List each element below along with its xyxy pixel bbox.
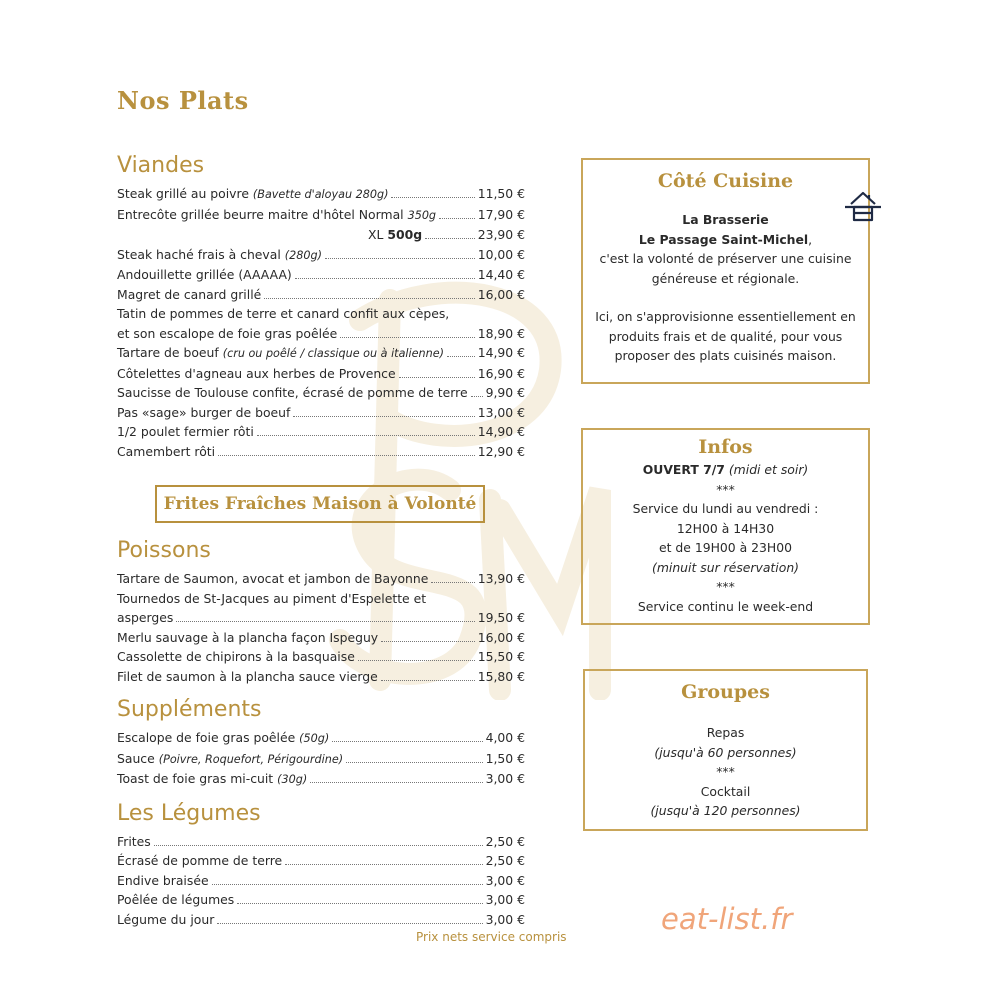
- menu-item-name: [117, 851, 282, 871]
- section-title-legumes: Les Légumes: [117, 800, 261, 826]
- infos-line: Service continu le week-end: [637, 598, 814, 614]
- menu-item-name: [117, 890, 234, 910]
- dot-leader: [439, 218, 475, 219]
- infos-line: 12H00 à 14H30: [676, 520, 775, 536]
- menu-item: [117, 285, 525, 305]
- menu-item-price: 14,40 €: [477, 267, 525, 282]
- menu-item: [117, 910, 525, 930]
- dot-leader: [218, 455, 475, 456]
- menu-item-label: Steak grillé au poivre: [117, 186, 249, 201]
- dot-leader: [176, 621, 474, 622]
- menu-item-name: [117, 608, 173, 628]
- menu-item-name: [117, 728, 329, 749]
- menu-item-note: (280g): [284, 248, 322, 262]
- menu-item-price: 10,00 €: [477, 246, 525, 262]
- brand-watermark[interactable]: eat-list.fr: [661, 902, 793, 936]
- menu-item: [117, 265, 525, 285]
- infos-title: Infos: [698, 436, 753, 458]
- section-title-supplements: Suppléments: [117, 697, 262, 722]
- frites-banner: Frites Fraîches Maison à Volonté: [155, 485, 485, 523]
- menu-item-label: Escalope de foie gras poêlée: [117, 730, 296, 745]
- menu-item: [117, 608, 525, 628]
- menu-item-label: Légume du jour: [117, 911, 215, 927]
- menu-item-name: [368, 225, 422, 245]
- list-viandes: [117, 184, 525, 461]
- menu-item-price: 12,90 €: [477, 443, 525, 459]
- menu-item-label: 1/2 poulet fermier rôti: [117, 424, 254, 439]
- section-title-poissons: Poissons: [117, 538, 211, 563]
- dot-leader: [212, 884, 483, 885]
- cote-text: c'est la volonté de préserver une cuisine: [599, 251, 852, 266]
- dot-leader: [340, 337, 474, 338]
- menu-item-price: 4,00 €: [485, 730, 525, 745]
- groupes-title: Groupes: [681, 681, 770, 703]
- infos-line: (minuit sur réservation): [651, 559, 800, 575]
- menu-item-note: 350g: [407, 208, 437, 222]
- menu-item-name: [117, 667, 378, 687]
- dot-leader: [332, 741, 482, 742]
- menu-item-label: Tatin de pommes de terre et canard confit aux cèpes,: [117, 306, 450, 321]
- menu-item: [117, 245, 525, 266]
- menu-item-label: XL: [368, 227, 384, 242]
- groupes-line: (jusqu'à 60 personnes): [654, 744, 797, 760]
- menu-item-name: [117, 285, 261, 305]
- menu-item: [117, 324, 525, 344]
- brasserie-name-2: Le Passage Saint-Michel: [638, 231, 809, 247]
- menu-item-note: (50g): [299, 732, 330, 745]
- menu-item-note: (30g): [277, 773, 308, 786]
- menu-item: [117, 364, 525, 384]
- menu-item-label: Cassolette de chipirons à la basquaise: [117, 649, 355, 664]
- infos-open-line: [583, 460, 868, 480]
- menu-item-label: Endive braisée: [117, 872, 209, 888]
- menu-item: [117, 871, 525, 891]
- menu-item-price: 13,00 €: [477, 404, 525, 420]
- dot-leader: [381, 641, 475, 642]
- dot-leader: [381, 680, 475, 681]
- menu-item-name: [117, 628, 378, 648]
- menu-item-label: Magret de canard grillé: [117, 286, 262, 302]
- infos-open-note: (midi et soir): [728, 462, 809, 477]
- menu-item: [117, 749, 525, 770]
- menu-item-price: 2,50 €: [485, 833, 525, 849]
- dot-leader: [358, 660, 475, 661]
- menu-item: [117, 442, 525, 462]
- dot-leader: [237, 903, 482, 904]
- menu-item-name: [117, 245, 322, 266]
- dot-leader: [471, 396, 483, 397]
- menu-item: [117, 225, 525, 245]
- menu-item-price: 14,90 €: [477, 345, 525, 360]
- menu-item-price: 1,50 €: [485, 750, 525, 766]
- brasserie-name-line: [583, 230, 868, 250]
- menu-item-name: [117, 422, 254, 442]
- menu-item-price: 9,90 €: [485, 385, 525, 400]
- menu-item-note: (cru ou poêlé / classique ou à italienne): [222, 347, 444, 360]
- cote-text: Ici, on s'approvisionne essentiellement en: [595, 309, 856, 324]
- menu-item-name: [117, 832, 151, 852]
- menu-item: [117, 383, 525, 403]
- menu-item-label: Steak haché frais à cheval: [117, 246, 281, 262]
- cote-cuisine-box: [581, 158, 870, 384]
- menu-item: [117, 851, 525, 871]
- menu-item-price: 16,00 €: [477, 286, 525, 302]
- dot-leader: [154, 845, 483, 846]
- groupes-line: (jusqu'à 120 personnes): [650, 803, 801, 818]
- menu-item-label: Sauce: [117, 750, 155, 766]
- menu-item: [117, 304, 525, 324]
- menu-item: [117, 728, 525, 749]
- house-icon: [843, 187, 883, 223]
- separator: ***: [716, 764, 735, 779]
- menu-item: [117, 184, 525, 205]
- menu-item: [117, 422, 525, 442]
- menu-item-price: 3,00 €: [485, 892, 525, 907]
- menu-item-note: (Bavette d'aloyau 280g): [252, 188, 389, 201]
- cote-cuisine-title: Côté Cuisine: [657, 170, 794, 192]
- menu-item-name: [117, 647, 355, 667]
- menu-item-name: [117, 569, 428, 589]
- menu-item-name: [117, 343, 444, 364]
- menu-item-name: [117, 442, 215, 462]
- groupes-box: [583, 669, 868, 831]
- brasserie-name-1: La Brasserie: [682, 212, 769, 227]
- menu-item-price: 15,80 €: [477, 668, 525, 684]
- infos-line: et de 19H00 à 23H00: [658, 540, 793, 555]
- menu-item-label: Frites: [117, 833, 151, 849]
- menu-item-price: 17,90 €: [477, 206, 525, 222]
- cote-text: généreuse et régionale.: [651, 270, 800, 286]
- groupes-line: Repas: [706, 725, 745, 740]
- brasserie-name-suffix: ,: [808, 231, 813, 247]
- separator: ***: [716, 579, 735, 594]
- menu-item-name: [117, 184, 388, 205]
- dot-leader: [391, 197, 474, 198]
- menu-item-label: Poêlée de légumes: [117, 892, 235, 907]
- menu-item-label: et son escalope de foie gras poêlée: [117, 325, 338, 341]
- menu-item-name: [117, 364, 396, 384]
- infos-box: [581, 428, 870, 625]
- menu-item-note: (Poivre, Roquefort, Périgourdine): [158, 752, 344, 766]
- dot-leader: [310, 782, 482, 783]
- section-title-viandes: Viandes: [117, 153, 205, 178]
- dot-leader: [257, 435, 475, 436]
- dot-leader: [399, 377, 475, 378]
- menu-item-name: [117, 403, 290, 423]
- menu-item-label: Tournedos de St-Jacques au piment d'Espelette et: [117, 590, 427, 606]
- menu-item: [117, 667, 525, 687]
- dot-leader: [431, 582, 474, 583]
- menu-item-price: 3,00 €: [485, 911, 525, 927]
- menu-item-price: 2,50 €: [485, 853, 525, 868]
- dot-leader: [285, 864, 482, 865]
- menu-item-name: [117, 265, 292, 285]
- menu-item-name: [117, 910, 214, 930]
- menu-item: [117, 628, 525, 648]
- dot-leader: [293, 416, 474, 417]
- footer-note: Prix nets service compris: [416, 930, 567, 944]
- cote-text: proposer des plats cuisinés maison.: [614, 348, 837, 363]
- menu-item-label: Côtelettes d'agneau aux herbes de Provence: [117, 365, 396, 381]
- menu-item-label: Toast de foie gras mi-cuit: [117, 771, 274, 786]
- menu-item-label: Merlu sauvage à la plancha façon Ispeguy: [117, 629, 379, 645]
- menu-item-price: 14,90 €: [477, 424, 525, 439]
- menu-item: [117, 403, 525, 423]
- menu-item-name: [117, 749, 343, 770]
- dot-leader: [425, 238, 475, 239]
- list-supplements: [117, 728, 525, 790]
- menu-item-note: 500g: [387, 227, 423, 242]
- menu-item-price: 23,90 €: [477, 227, 525, 242]
- menu-item-label: Entrecôte grillée beurre maitre d'hôtel Normal: [117, 206, 404, 222]
- menu-item-name: [117, 324, 337, 344]
- menu-item-label: Tartare de boeuf: [117, 345, 219, 360]
- list-poissons: [117, 569, 525, 686]
- menu-item-label: Camembert rôti: [117, 443, 216, 459]
- menu-item: [117, 769, 525, 790]
- menu-item-label: Saucisse de Toulouse confite, écrasé de pomme de terre: [117, 385, 468, 400]
- menu-item-name: [117, 383, 468, 403]
- menu-item: [117, 343, 525, 364]
- infos-open: OUVERT 7/7: [642, 462, 725, 477]
- menu-item-name: [117, 769, 307, 790]
- groupes-line: Cocktail: [700, 783, 751, 799]
- infos-line: Service du lundi au vendredi :: [632, 501, 819, 516]
- menu-item-price: 3,00 €: [485, 771, 525, 786]
- menu-item-price: 16,90 €: [477, 365, 525, 381]
- menu-column: [117, 152, 525, 929]
- menu-item-label: Pas «sage» burger de boeuf: [117, 404, 291, 420]
- separator: ***: [716, 481, 735, 497]
- menu-item-price: 19,50 €: [477, 610, 525, 625]
- dot-leader: [295, 278, 475, 279]
- dot-leader: [346, 762, 482, 763]
- menu-item: [117, 569, 525, 589]
- menu-item-price: 13,90 €: [477, 571, 525, 586]
- menu-item-name: [117, 871, 209, 891]
- dot-leader: [325, 258, 475, 259]
- menu-item: [117, 647, 525, 667]
- dot-leader: [264, 298, 474, 299]
- menu-item-name: [117, 304, 449, 324]
- cote-text: produits frais et de qualité, pour vous: [608, 328, 843, 344]
- menu-item: [117, 832, 525, 852]
- menu-item-label: Andouillette grillée (AAAAA): [117, 267, 292, 282]
- menu-item-price: 3,00 €: [485, 872, 525, 888]
- menu-item-name: [117, 205, 436, 226]
- menu-item: [117, 589, 525, 609]
- menu-item-label: Écrasé de pomme de terre: [117, 853, 283, 868]
- menu-item: [117, 890, 525, 910]
- dot-leader: [447, 356, 475, 357]
- list-legumes: [117, 832, 525, 930]
- menu-item-price: 11,50 €: [477, 186, 525, 201]
- menu-item-label: asperges: [117, 610, 174, 625]
- menu-item-label: Tartare de Saumon, avocat et jambon de Bayonne: [117, 571, 429, 586]
- dot-leader: [217, 923, 482, 924]
- menu-item-price: 16,00 €: [477, 629, 525, 645]
- menu-item-label: Filet de saumon à la plancha sauce vierge: [117, 668, 378, 684]
- menu-item-price: 18,90 €: [477, 325, 525, 341]
- menu-item: [117, 205, 525, 226]
- menu-item-name: [117, 589, 426, 609]
- page-title: Nos Plats: [117, 86, 249, 115]
- menu-item-price: 15,50 €: [477, 649, 525, 664]
